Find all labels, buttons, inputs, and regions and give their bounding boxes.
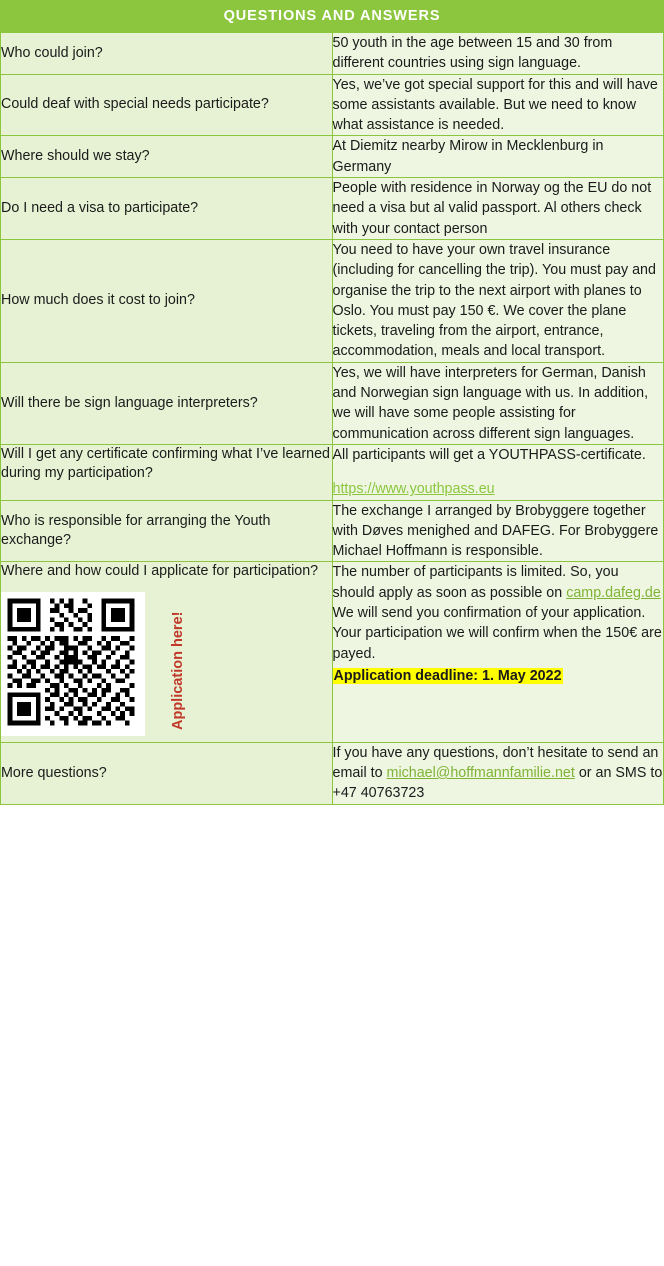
question-cell: Will there be sign language interpreters? — [1, 362, 333, 444]
question-cell: Who could join? — [1, 33, 333, 75]
answer-cell — [332, 444, 664, 500]
question-cell: More questions? — [1, 742, 333, 804]
answer-text-part2: or an SMS to +47 40763723 — [332, 765, 663, 802]
question-cell: Could deaf with special needs participate? — [1, 74, 333, 136]
answer-cell: People with residence in Norway og the EU do not need a visa but al valid passport. Al others check with your contact person — [332, 178, 664, 240]
answer-text-part2: We will send you confirmation of your application. Your participation we will confirm when the 150€ are payed. — [332, 605, 662, 662]
table-row — [1, 136, 664, 178]
answer-cell: Yes, we will have interpreters for German, Danish and Norwegian sign language with us. In addition, we will have some people assisting for communication across different sign languages. — [332, 362, 664, 444]
answer-cell: The exchange I arranged by Brobyggere together with Døves menighed and DAFEG. For Brobyggere Michael Hoffmann is responsible. — [332, 500, 664, 562]
question-cell: Who is responsible for arranging the Youth exchange? — [1, 500, 333, 562]
qr-label — [151, 592, 186, 732]
question-cell: Will I get any certificate confirming what I’ve learned during my participation? — [1, 444, 333, 500]
application-deadline-badge: Application deadline: 1. May 2022 — [333, 667, 562, 684]
table-row — [1, 33, 664, 75]
table-row — [1, 742, 664, 804]
question-cell: Do I need a visa to participate? — [1, 178, 333, 240]
answer-cell: Yes, we’ve got special support for this and will have some assistants available. But we need to know what assistance is needed. — [332, 74, 664, 136]
table-row — [1, 239, 664, 362]
qr-code-image[interactable] — [1, 592, 145, 736]
qr-block — [1, 592, 332, 742]
answer-text-part1: If you have any questions, don’t hesitate to send an email to — [332, 744, 659, 782]
question-cell — [1, 562, 333, 742]
question-cell: Where should we stay? — [1, 136, 333, 178]
answer-text: All participants will get a YOUTHPASS-certificate. — [332, 446, 646, 463]
question-cell: How much does it cost to join? — [1, 239, 333, 362]
qr-code-svg — [3, 594, 139, 730]
question-text: Where and how could I applicate for participation? — [1, 563, 319, 580]
answer-cell — [332, 742, 664, 804]
email-link[interactable]: michael@hoffmannfamilie.net — [386, 765, 575, 782]
answer-cell: At Diemitz nearby Mirow in Mecklenburg in Germany — [332, 136, 664, 178]
table-header-row — [1, 1, 664, 33]
table-row — [1, 444, 664, 500]
table-row — [1, 74, 664, 136]
youthpass-link[interactable]: https://www.youthpass.eu — [332, 481, 495, 498]
table-title: QUESTIONS AND ANSWERS — [1, 1, 664, 33]
table-row — [1, 362, 664, 444]
table-row — [1, 178, 664, 240]
camp-dafeg-link[interactable]: camp.dafeg.de — [566, 584, 661, 601]
qr-label-text: Application here! — [170, 611, 186, 730]
answer-cell — [332, 562, 664, 742]
table-row — [1, 562, 664, 742]
answer-cell: You need to have your own travel insurance (including for cancelling the trip). You must pay and organise the trip to the next airport with planes to Oslo. You must pay 150 €. We cover the plane tickets, traveling from the airport, entrance, accommodation, meals and local transport. — [332, 239, 664, 362]
answer-cell: 50 youth in the age between 15 and 30 from different countries using sign language. — [332, 33, 664, 75]
answer-text-part1: The number of participants is limited. So, you should apply as soon as possible on — [332, 564, 619, 601]
table-row — [1, 500, 664, 562]
